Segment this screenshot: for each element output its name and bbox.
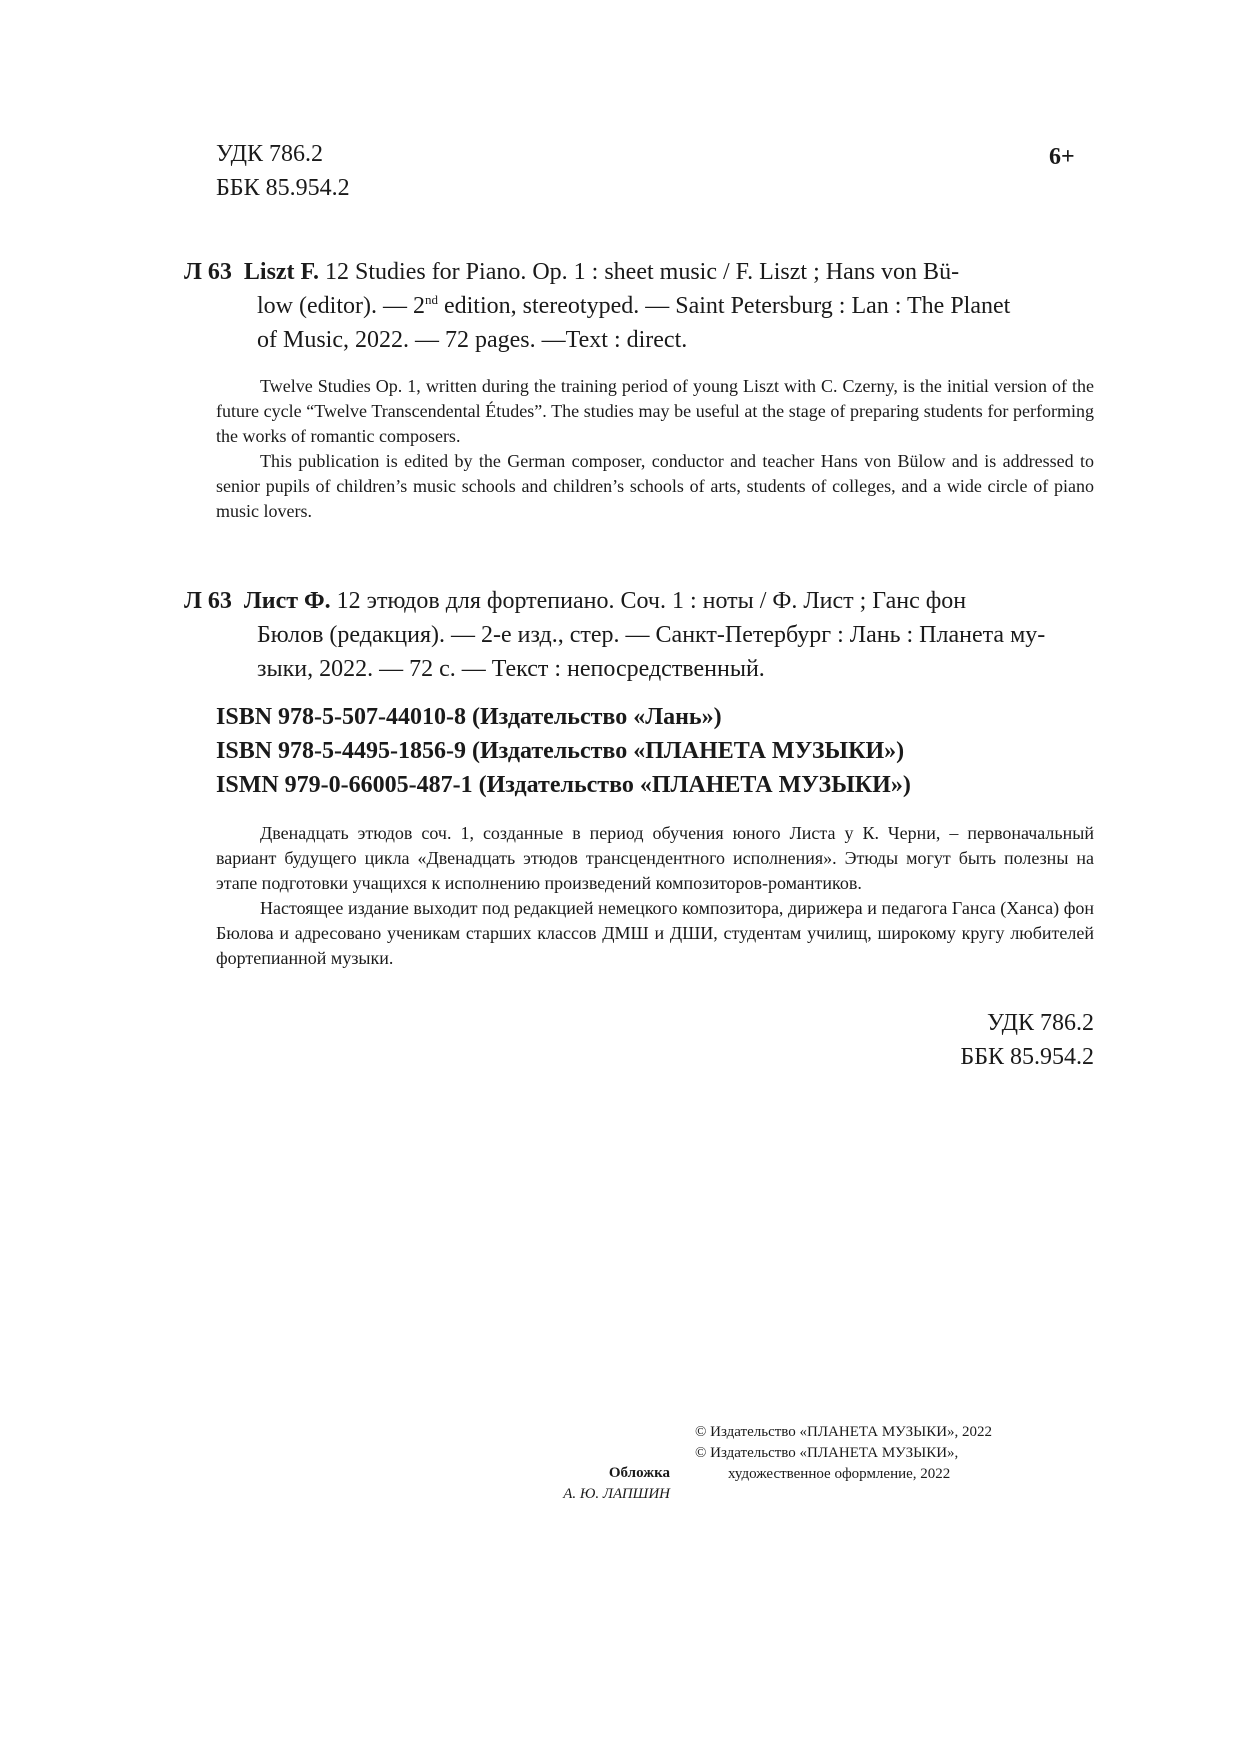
english-entry-line-3: of Music, 2022. — 72 pages. —Text : direct. — [257, 327, 688, 353]
russian-entry-line-3: зыки, 2022. — 72 с. — Текст : непосредственный. — [257, 656, 765, 682]
russian-entry-code: Л 63 — [184, 588, 232, 614]
cover-credit-label: Обложка — [608, 1465, 670, 1481]
russian-annotation — [216, 821, 1094, 971]
russian-entry-author: Лист Ф. — [243, 588, 331, 614]
footer-udk-code: УДК 786.2 — [987, 1010, 1094, 1036]
copyright-line-1: © Издательство «ПЛАНЕТА МУЗЫКИ», 2022 — [695, 1424, 993, 1440]
english-annotation — [216, 374, 1094, 524]
udk-code: УДК 786.2 — [216, 141, 323, 167]
english-annotation-paragraph-1: Twelve Studies Op. 1, written during the training period of young Liszt with C. Czerny, is the initial version of the future cycle “Twelve Transcendental Études”. The studies may be useful at the stage of preparing students for performing the works of romantic composers. — [216, 376, 1094, 446]
english-entry-author: Liszt F. — [243, 259, 320, 285]
copyright-line-2: © Издательство «ПЛАНЕТА МУЗЫКИ», — [695, 1445, 959, 1461]
russian-entry-title: 12 этюдов для фортепиано. Соч. 1 : ноты / Ф. Лист ; Ганс фон — [336, 588, 967, 614]
english-entry-line-2 — [184, 289, 1094, 323]
english-entry-title: 12 Studies for Piano. Op. 1 : sheet music / F. Liszt ; Hans von Bü- — [325, 259, 960, 285]
header-codes — [216, 137, 350, 205]
russian-annotation-paragraph-1: Двенадцать этюдов соч. 1, созданные в период обучения юного Листа у К. Черни, – первоначальный вариант будущего цикла «Двенадцать этюдов трансцендентного исполнения». Этюды могут быть полезны на этапе подготовки учащихся к исполнению произведений композиторов-романтиков. — [216, 823, 1094, 893]
russian-annotation-paragraph-2: Настоящее издание выходит под редакцией немецкого композитора, дирижера и педагога Ганса (Ханса) фон Бюлова и адресовано ученикам старших классов ДМШ и ДШИ, студентам училищ, широкому кругу любителей фортепианной музыки. — [216, 898, 1094, 968]
footer-bbk-code: ББК 85.954.2 — [960, 1044, 1094, 1070]
footer-codes — [844, 1006, 1094, 1074]
english-entry-line-1 — [184, 255, 1094, 289]
english-entry-line-2-pre: low (editor). — 2 — [257, 293, 425, 319]
bbk-code: ББК 85.954.2 — [216, 175, 350, 201]
cover-credit-name: А. Ю. ЛАПШИН — [563, 1486, 670, 1502]
isbn-planeta: ISBN 978-5-4495-1856-9 (Издательство «ПЛАНЕТА МУЗЫКИ») — [216, 738, 905, 764]
isbn-block — [216, 700, 911, 802]
copyright-line-3: художественное оформление, 2022 — [728, 1466, 951, 1482]
english-entry — [184, 255, 1094, 357]
copyright-block — [695, 1422, 992, 1485]
russian-entry — [184, 584, 1094, 686]
english-entry-line-2-post: edition, stereotyped. — Saint Petersburg : Lan : The Planet — [437, 293, 1011, 319]
age-rating: 6+ — [1049, 144, 1075, 170]
ismn-planeta: ISMN 979-0-66005-487-1 (Издательство «ПЛАНЕТА МУЗЫКИ») — [216, 772, 911, 798]
english-entry-code: Л 63 — [184, 259, 232, 285]
russian-entry-line-1 — [184, 584, 1094, 618]
cover-credit — [470, 1463, 670, 1505]
english-entry-superscript: nd — [424, 292, 438, 307]
isbn-lan: ISBN 978-5-507-44010-8 (Издательство «Лань») — [216, 704, 722, 730]
russian-entry-line-2: Бюлов (редакция). — 2-е изд., стер. — Санкт-Петербург : Лань : Планета му- — [257, 622, 1046, 648]
english-annotation-paragraph-2: This publication is edited by the German composer, conductor and teacher Hans von Bülow and is addressed to senior pupils of children’s music schools and children’s schools of arts, students of colleges, and a wide circle of piano music lovers. — [216, 451, 1094, 521]
